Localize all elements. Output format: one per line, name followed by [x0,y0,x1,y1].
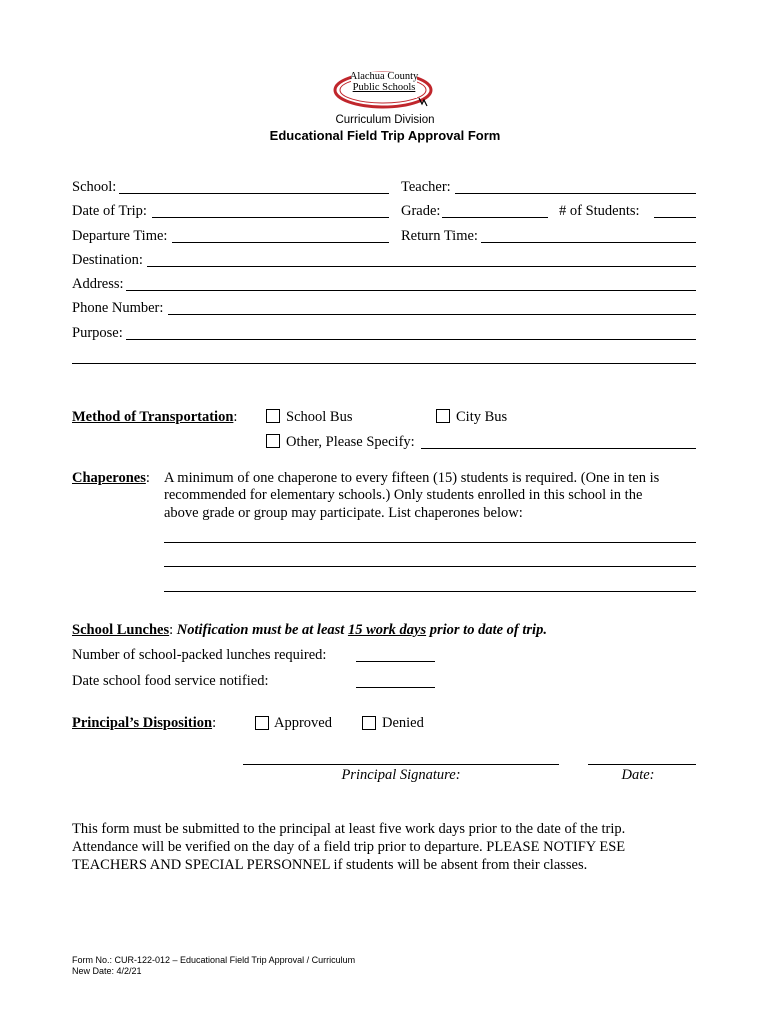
other-transport-label: Other, Please Specify: [286,434,415,450]
denied-label: Denied [382,715,424,731]
chaperones-heading [72,470,150,487]
disposition-label: Principal’s Disposition [72,715,213,731]
denied-checkbox[interactable] [362,716,376,730]
disposition-colon: : [212,715,217,731]
packed-lunches-field[interactable] [356,661,435,662]
lunches-label: School Lunches [72,622,170,638]
principal-signature-label: Principal Signature: [341,767,461,783]
lunches-heading [72,622,547,639]
footer-form-number: Form No.: CUR-122-012 – Educational Field Trip Approval / Curriculum [72,955,356,965]
address-field[interactable] [126,290,696,291]
num-students-label: # of Students: [559,203,640,219]
other-transport-checkbox[interactable] [266,434,280,448]
principal-signature-field[interactable] [243,764,559,765]
purpose-field-line2[interactable] [72,363,696,364]
food-service-notified-label: Date school food service notified: [72,673,269,689]
grade-field[interactable] [442,217,548,218]
division-label: Curriculum Division [335,114,435,126]
page-title: Educational Field Trip Approval Form [269,128,501,143]
school-field[interactable] [119,193,389,194]
teacher-field[interactable] [455,193,696,194]
transportation-colon: : [233,409,238,425]
notice-line2: Attendance will be verified on the day of a field trip prior to departure. PLEASE NOTIFY ESE [72,839,626,855]
purpose-label: Purpose: [72,325,123,341]
city-bus-checkbox[interactable] [436,409,450,423]
chaperone-field-3[interactable] [164,591,696,592]
logo-text-line2: Public Schools [352,82,416,93]
transportation-label: Method of Transportation [72,409,234,425]
chaperones-text-line2: recommended for elementary schools.) Only students enrolled in this school in the [164,487,643,503]
departure-time-field[interactable] [172,242,389,243]
lunches-note-days: 15 work days [347,622,427,638]
destination-field[interactable] [147,266,696,267]
chaperones-label: Chaperones [72,470,146,486]
signature-date-label: Date: [621,767,655,783]
school-bus-checkbox[interactable] [266,409,280,423]
approved-label: Approved [274,715,332,731]
food-service-notified-field[interactable] [356,687,435,688]
lunches-note-post: prior to date of trip. [426,622,547,638]
notice-line1: This form must be submitted to the principal at least five work days prior to the date of the trip. [72,821,626,837]
address-label: Address: [72,276,124,292]
chaperone-field-1[interactable] [164,542,696,543]
date-of-trip-label: Date of Trip: [72,203,147,219]
transportation-heading [72,409,237,426]
packed-lunches-label: Number of school-packed lunches required: [72,647,327,663]
chaperones-text-line1: A minimum of one chaperone to every fifteen (15) students is required. (One in ten is [164,470,660,486]
footer-new-date: New Date: 4/2/21 [72,966,142,976]
chaperones-text-line3: above grade or group may participate. List chaperones below: [164,505,523,521]
notice-line3: TEACHERS AND SPECIAL PERSONNEL if students will be absent from their classes. [72,857,588,873]
chaperone-field-2[interactable] [164,566,696,567]
date-of-trip-field[interactable] [152,217,389,218]
destination-label: Destination: [72,252,143,268]
school-label: School: [72,179,117,195]
chaperones-colon: : [145,470,150,486]
grade-label: Grade: [401,203,441,219]
teacher-label: Teacher: [401,179,451,195]
disposition-heading [72,715,216,732]
lunches-colon: : [169,622,174,638]
school-bus-label: School Bus [286,409,353,425]
num-students-field[interactable] [654,217,696,218]
other-transport-field[interactable] [421,448,696,449]
logo-text-line1: Alachua County [349,71,419,82]
departure-time-label: Departure Time: [72,228,168,244]
return-time-field[interactable] [481,242,696,243]
return-time-label: Return Time: [401,228,478,244]
district-logo [333,70,435,112]
purpose-field[interactable] [126,339,696,340]
phone-number-field[interactable] [168,314,696,315]
city-bus-label: City Bus [456,409,508,425]
lunches-note-pre: Notification must be at least [176,622,348,638]
phone-number-label: Phone Number: [72,300,164,316]
approved-checkbox[interactable] [255,716,269,730]
signature-date-field[interactable] [588,764,696,765]
